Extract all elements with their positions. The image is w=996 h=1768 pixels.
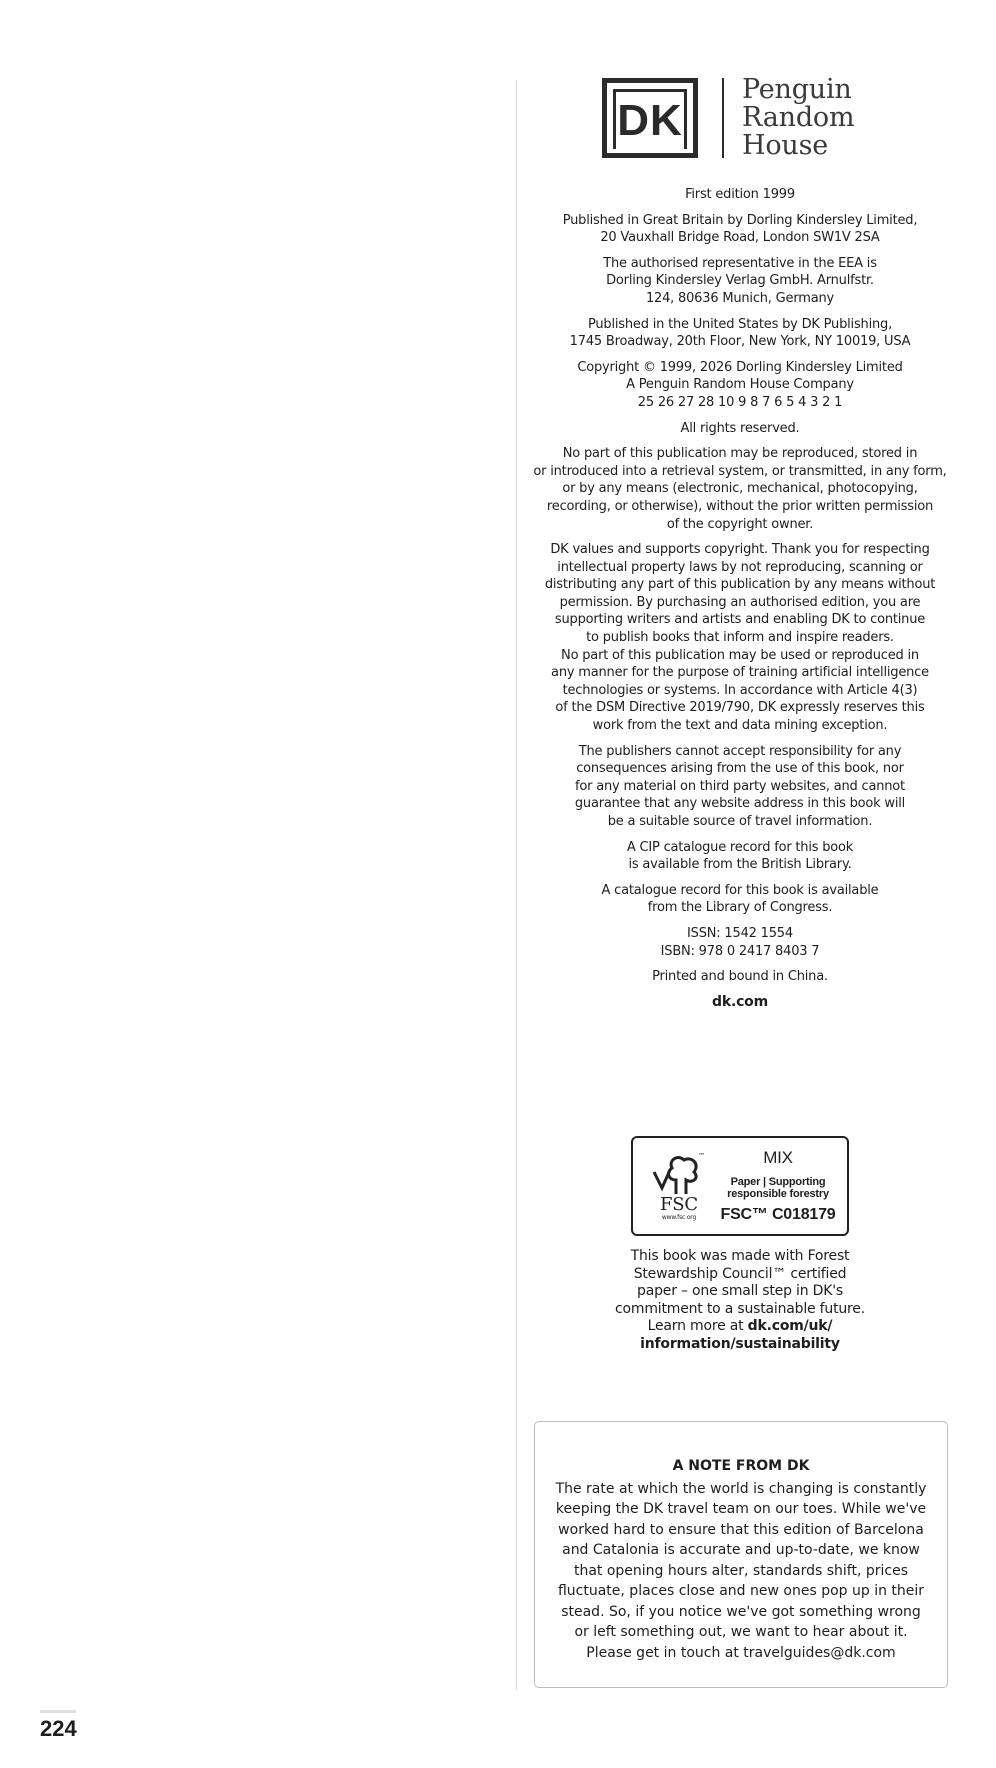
note-from-dk-box xyxy=(534,1421,948,1688)
prh-line-1: Penguin xyxy=(742,74,852,105)
note-title: A NOTE FROM DK xyxy=(672,1458,810,1474)
page-gutter-line xyxy=(516,80,517,1690)
cip-text: A CIP catalogue record for this book is available from the British Library. xyxy=(626,839,854,873)
publisher-logo xyxy=(534,76,950,160)
fsc-details xyxy=(717,1149,839,1224)
printed-text: Printed and bound in China. xyxy=(652,969,828,985)
published-gb-text: Published in Great Britain by Dorling Kindersley Limited, 20 Vauxhall Bridge Road, London SW1V 2SA xyxy=(562,212,918,246)
prh-line-2: Random xyxy=(742,102,855,133)
published-us-text: Published in the United States by DK Publishing, 1745 Broadway, 20th Floor, New York, NY 10019, USA xyxy=(569,316,911,350)
fsc-url: www.fsc.org xyxy=(661,1214,697,1222)
fsc-label xyxy=(631,1136,849,1236)
logo-divider xyxy=(722,78,724,158)
note-body: The rate at which the world is changing is constantly keeping the DK travel team on our toes. While we've worked hard to ensure that this edition of Barcelona and Catalonia is accurate and up-to-date, we know that opening hours alter, standards shift, prices fluctuate, places close and new ones pop up in their stead. So, if you notice we've got something wrong or left something out, we want to hear about it. Please get in touch at travelguides@dk.com xyxy=(555,1480,927,1661)
sustainability-text: This book was made with Forest Stewardship Council™ certified paper – one small step in DK's commitment to a sustainable future. xyxy=(615,1248,865,1317)
penguin-random-house-wordmark xyxy=(742,76,882,160)
dk-values-text: DK values and supports copyright. Thank you for respecting intellectual property laws by not reproducing, scanning or distributing any part of this publication by any means without permission. By purchasing an authorised edition, you are supporting writers and artists and enabling DK to continue to publish books that inform and inspire readers. No part of this publication may be used or reproduced in any manner for the purpose of training artificial intelligence technologies or systems. In accordance with Article 4(3) of the DSM Directive 2019/790, DK expressly reserves this work from the text and data mining exception. xyxy=(544,542,936,734)
fsc-tm-mark: ™ xyxy=(698,1152,705,1161)
library-of-congress-text: A catalogue record for this book is available from the Library of Congress. xyxy=(601,882,879,916)
fsc-mix-label: MIX xyxy=(763,1147,793,1167)
learn-more-prefix: Learn more at xyxy=(647,1318,748,1335)
sustainability-link[interactable]: dk.com/uk/ information/sustainability xyxy=(640,1318,840,1352)
dk-logo-icon xyxy=(602,78,698,158)
eea-representative-text: The authorised representative in the EEA is Dorling Kindersley Verlag GmbH. Arnulfstr. 124, 80636 Munich, Germany xyxy=(603,255,877,306)
prh-line-3: House xyxy=(742,130,829,161)
fsc-logo xyxy=(641,1150,717,1222)
fsc-license-code: FSC™ C018179 xyxy=(720,1206,836,1224)
edition-text: First edition 1999 xyxy=(685,187,795,202)
imprint-column xyxy=(530,76,950,1353)
issn-isbn-text: ISSN: 1542 1554 ISBN: 978 0 2417 8403 7 xyxy=(660,925,820,959)
page-number-tab xyxy=(40,1710,76,1713)
fsc-wordmark: FSC xyxy=(660,1194,698,1216)
no-reproduction-text: No part of this publication may be reproduced, stored in or introduced into a retrieval system, or transmitted, in any form, or by any means (electronic, mechanical, photocopying, recording, or otherwise), without the prior written permission of the copyright owner. xyxy=(533,446,947,532)
rights-text: All rights reserved. xyxy=(680,420,800,436)
responsibility-text: The publishers cannot accept responsibility for any consequences arising from the use of this book, nor for any material on third party websites, and cannot guarantee that any website address in this book will be a suitable source of travel information. xyxy=(574,743,906,829)
dk-logo-text: DK xyxy=(617,96,683,146)
sustainability-learn-more xyxy=(530,1318,950,1353)
copyright-text: Copyright © 1999, 2026 Dorling Kindersley Limited A Penguin Random House Company 25 26 27 28 10 9 8 7 6 5 4 3 2 1 xyxy=(577,359,903,410)
page-number: 224 xyxy=(40,1716,77,1741)
fsc-tagline: Paper | Supporting responsible forestry xyxy=(727,1176,829,1201)
website-link[interactable]: dk.com xyxy=(712,993,768,1010)
fsc-tree-icon xyxy=(648,1150,710,1198)
